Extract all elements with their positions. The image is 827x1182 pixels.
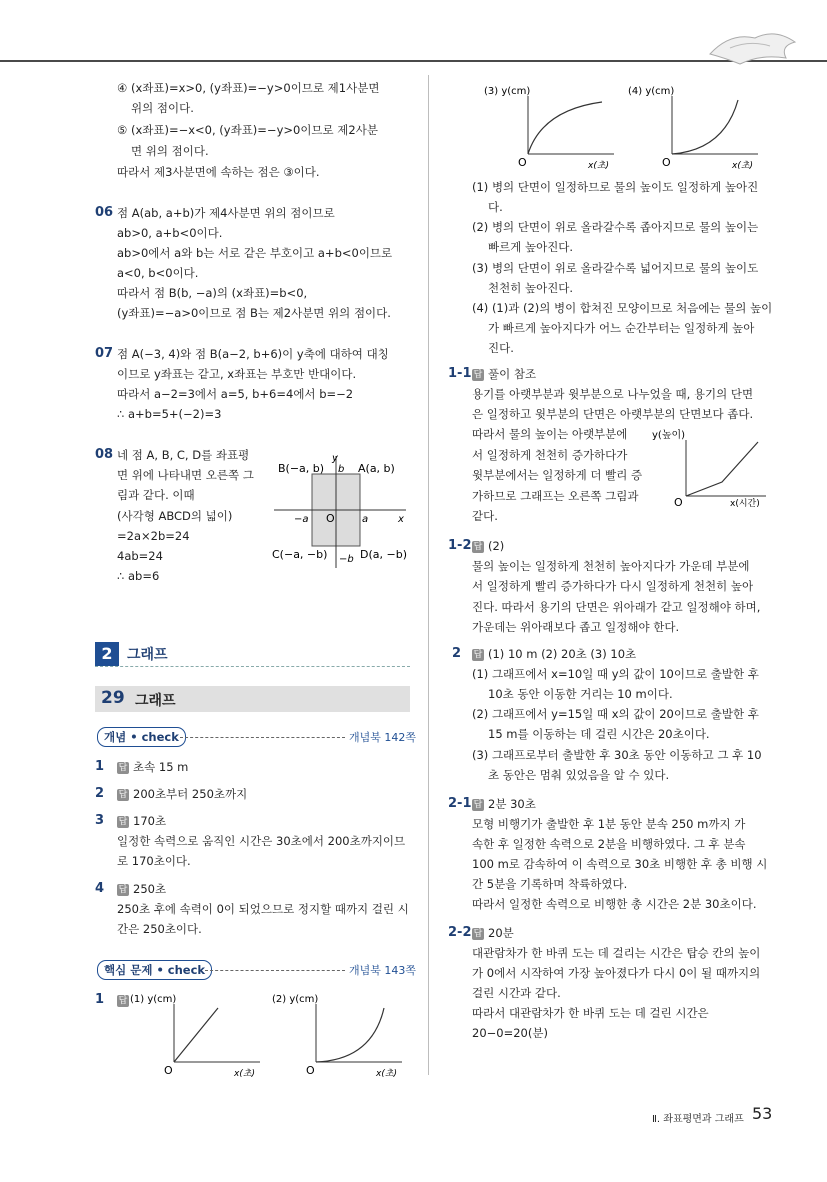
text-line: 대관람차가 한 바퀴 도는 데 걸리는 시간은 탑승 칸의 높이 — [472, 946, 761, 960]
reference-text: 개념북 142쪽 — [349, 731, 416, 744]
column-divider — [428, 75, 429, 1075]
text-line: 간은 250초이다. — [117, 922, 202, 936]
section-title: 그래프 — [127, 647, 168, 663]
answer-line: 답 20분 — [473, 926, 514, 940]
answer-line: 답 250초 — [118, 882, 167, 896]
text-line: 초 동안은 멈춰 있었음을 알 수 있다. — [488, 768, 670, 782]
text-line: a<0, b<0이다. — [117, 266, 199, 280]
text-line: 빠르게 높아진다. — [488, 240, 574, 254]
problem-number: 2 — [95, 786, 105, 801]
answer-icon: 답 — [473, 799, 483, 810]
section-number: 2 — [95, 642, 119, 666]
problem-number: 1-2 — [448, 538, 472, 553]
text-line: 걸린 시간과 같다. — [472, 986, 561, 1000]
tick-a: a — [362, 514, 369, 525]
text-line: 물의 높이는 일정하게 천천히 높아지다가 가운데 부분에 — [472, 559, 750, 573]
concept-check-badge: 개념 • check — [97, 727, 186, 747]
text-line: =2a×2b=24 — [117, 529, 190, 543]
problem-number: 2-2 — [448, 925, 472, 940]
graph-label: (3) y(cm) — [484, 86, 531, 97]
text-line: 윗부분에서는 일정하게 더 빨리 증 — [472, 468, 643, 482]
point-c-label: C(−a, −b) — [272, 548, 328, 561]
answer-icon: 답 — [118, 762, 128, 773]
problem-number: 08 — [95, 447, 114, 462]
origin-label: O — [662, 156, 671, 169]
text-line: 면 위에 나타내면 오른쪽 그 — [117, 468, 254, 482]
x-label: x(초) — [588, 161, 610, 171]
answer-icon: 답 — [473, 541, 483, 552]
graph-label: (1) y(cm) — [130, 994, 177, 1005]
text-line: 250초 후에 속력이 0이 되었으므로 정지할 때까지 걸린 시 — [117, 902, 409, 916]
answer-icon: 답 — [473, 649, 483, 660]
section-title: 그래프 — [135, 693, 176, 709]
problem-number: 07 — [95, 346, 114, 361]
text-line: (2) 병의 단면이 위로 올라갈수록 좁아지므로 물의 높이는 — [472, 220, 759, 234]
text-line: 속한 후 일정한 속력으로 2분을 비행하였다. 그 후 분속 — [472, 837, 746, 851]
text-line: (1) 병의 단면이 일정하므로 물의 높이도 일정하게 높아진 — [472, 180, 759, 194]
graph-label: (4) y(cm) — [628, 86, 675, 97]
graph-4 — [628, 80, 768, 172]
text-line: ∴ a+b=5+(−2)=3 — [117, 407, 222, 421]
answer-icon: 답 — [118, 884, 128, 895]
answer-line: 답 초속 15 m — [118, 760, 189, 774]
point-d-label: D(a, −b) — [360, 548, 407, 561]
text-line: 위의 점이다. — [131, 101, 194, 115]
graph-2 — [272, 988, 412, 1080]
answer-line: 답 170초 — [118, 814, 167, 828]
text-line: (3) 그래프로부터 출발한 후 30초 동안 이동하고 그 후 10 — [472, 748, 762, 762]
text-line: ④ (x좌표)=x>0, (y좌표)=−y>0이므로 제1사분면 — [117, 81, 380, 95]
text-line: (사각형 ABCD의 넓이) — [117, 509, 233, 523]
section-29-header — [95, 686, 410, 712]
text-line: 가하므로 그래프는 오른쪽 그림과 — [472, 489, 639, 503]
problem-number: 06 — [95, 205, 114, 220]
text-line: 간 5분을 기록하며 착륙하였다. — [472, 877, 628, 891]
y-label: y(높이) — [652, 430, 686, 441]
text-line: 15 m를 이동하는 데 걸린 시간은 20초이다. — [488, 727, 710, 741]
graph-3 — [484, 80, 624, 172]
text-line: ab>0, a+b<0이다. — [117, 226, 223, 240]
text-line: 가운데는 위아래보다 좁고 일정해야 한다. — [472, 620, 680, 634]
problem-number: 1 — [95, 759, 105, 774]
core-problem-check-badge: 핵심 문제 • check — [97, 960, 212, 980]
text-line: 따라서 제3사분면에 속하는 점은 ③이다. — [117, 165, 320, 179]
text-line: 따라서 대관람차가 한 바퀴 도는 데 걸린 시간은 — [472, 1006, 709, 1020]
graph-label: (2) y(cm) — [272, 994, 319, 1005]
text-line: (4) (1)과 (2)의 병이 합쳐진 모양이므로 처음에는 물의 높이 — [472, 301, 773, 315]
text-line: 천천히 높아진다. — [488, 281, 574, 295]
origin-label: O — [674, 496, 683, 509]
point-b-label: B(−a, b) — [278, 462, 325, 475]
text-line: ∴ ab=6 — [117, 569, 160, 583]
problem-number: 2 — [452, 646, 462, 661]
problem-number: 2-1 — [448, 796, 472, 811]
problem-number: 1-1 — [448, 366, 472, 381]
x-label: x(초) — [234, 1069, 256, 1079]
dash-line — [180, 737, 345, 738]
text-line: 림과 같다. 이때 — [117, 488, 195, 502]
text-line: 네 점 A, B, C, D를 좌표평 — [117, 448, 250, 462]
text-line: 용기를 아랫부분과 윗부분으로 나누었을 때, 용기의 단면 — [472, 387, 754, 401]
answer-icon: 답 — [473, 928, 483, 939]
text-line: 다. — [488, 200, 503, 214]
problem-number: 4 — [95, 881, 105, 896]
text-line: 가 빠르게 높아지다가 어느 순간부터는 일정하게 높아 — [488, 321, 755, 335]
text-line: (3) 병의 단면이 위로 올라갈수록 넓어지므로 물의 높이도 — [472, 261, 759, 275]
text-line: 점 A(−3, 4)와 점 B(a−2, b+6)이 y축에 대하여 대칭 — [117, 347, 389, 361]
text-line: 따라서 점 B(b, −a)의 (x좌표)=b<0, — [117, 286, 308, 300]
x-label: x(초) — [376, 1069, 398, 1079]
graph-1 — [130, 988, 270, 1080]
text-line: 일정한 속력으로 움직인 시간은 30초에서 200초까지이므 — [117, 834, 406, 848]
origin-label: O — [306, 1064, 315, 1077]
problem-number: 3 — [95, 813, 105, 828]
tick-neg-b: −b — [339, 554, 354, 565]
text-line: 로 170초이다. — [117, 854, 191, 868]
text-line: (2) 그래프에서 y=15일 때 x의 값이 20이므로 출발한 후 — [472, 707, 759, 721]
origin-label: O — [326, 512, 335, 525]
text-line: 모형 비행기가 출발한 후 1분 동안 분속 250 m까지 가 — [472, 817, 746, 831]
axis-y-label: y — [332, 453, 338, 464]
x-label: x(초) — [732, 161, 754, 171]
answer-icon: 답 — [118, 789, 128, 800]
text-line: 진다. 따라서 용기의 단면은 위아래가 같고 일정해야 하며, — [472, 600, 761, 614]
tick-neg-a: −a — [294, 514, 309, 525]
x-label: x(시간) — [730, 499, 760, 509]
answer-line: 답 2분 30초 — [473, 797, 536, 811]
chapter-footer: Ⅱ. 좌표평면과 그래프 — [652, 1114, 744, 1125]
answer-line: 답 풀이 참조 — [473, 367, 537, 381]
problem-number: 1 — [95, 992, 105, 1007]
text-line: 서 일정하게 빨리 증가하다가 다시 일정하게 천천히 높아 — [472, 579, 754, 593]
text-line: 같다. — [472, 509, 498, 523]
axis-x-label: x — [398, 514, 404, 525]
origin-label: O — [518, 156, 527, 169]
corner-decoration-icon — [700, 24, 800, 68]
reference-text: 개념북 143쪽 — [349, 964, 416, 977]
answer-line: 답 (1) 10 m (2) 20초 (3) 10초 — [473, 647, 637, 661]
text-line: 10초 동안 이동한 거리는 10 m이다. — [488, 687, 673, 701]
point-a-label: A(a, b) — [358, 462, 395, 475]
dash-line — [205, 970, 345, 971]
answer-line: 답 (2) — [473, 539, 505, 553]
text-line: 진다. — [488, 341, 514, 355]
text-line: 따라서 일정한 속력으로 비행한 총 시간은 2분 30초이다. — [472, 897, 757, 911]
text-line: 가 0에서 시작하여 가장 높아졌다가 다시 0이 될 때까지의 — [472, 966, 761, 980]
text-line: 면 위의 점이다. — [131, 144, 209, 158]
text-line: 20−0=20(분) — [472, 1026, 548, 1040]
text-line: 은 일정하고 윗부분의 단면은 아랫부분의 단면보다 좁다. — [472, 407, 754, 421]
text-line: ab>0에서 a와 b는 서로 같은 부호이고 a+b<0이므로 — [117, 246, 393, 260]
text-line: 100 m로 감속하여 이 속력으로 30초 비행한 후 총 비행 시 — [472, 857, 768, 871]
text-line: 따라서 a−2=3에서 a=5, b+6=4에서 b=−2 — [117, 387, 354, 401]
section-number: 29 — [101, 688, 125, 708]
text-line: (1) 그래프에서 x=10일 때 y의 값이 10이므로 출발한 후 — [472, 667, 759, 681]
height-time-graph — [650, 426, 770, 516]
text-line: 이므로 y좌표는 같고, x좌표는 부호만 반대이다. — [117, 367, 357, 381]
page-number: 53 — [752, 1104, 773, 1123]
text-line: 4ab=24 — [117, 549, 163, 563]
answer-icon: 답 — [473, 369, 483, 380]
rectangle-figure — [268, 450, 413, 575]
text-line: (y좌표)=−a>0이므로 점 B는 제2사분면 위의 점이다. — [117, 306, 391, 320]
text-line: 따라서 물의 높이는 아랫부분에 — [472, 427, 628, 441]
tick-b: b — [338, 464, 345, 475]
text-line: 점 A(ab, a+b)가 제4사분면 위의 점이므로 — [117, 206, 335, 220]
answer-icon: 답 — [118, 816, 128, 827]
origin-label: O — [164, 1064, 173, 1077]
section-2-header — [95, 642, 410, 667]
text-line: 서 일정하게 천천히 증가하다가 — [472, 448, 628, 462]
answer-line: 답 200초부터 250초까지 — [118, 787, 248, 801]
answer-icon: 답 — [118, 996, 128, 1006]
text-line: ⑤ (x좌표)=−x<0, (y좌표)=−y>0이므로 제2사분 — [117, 123, 378, 137]
